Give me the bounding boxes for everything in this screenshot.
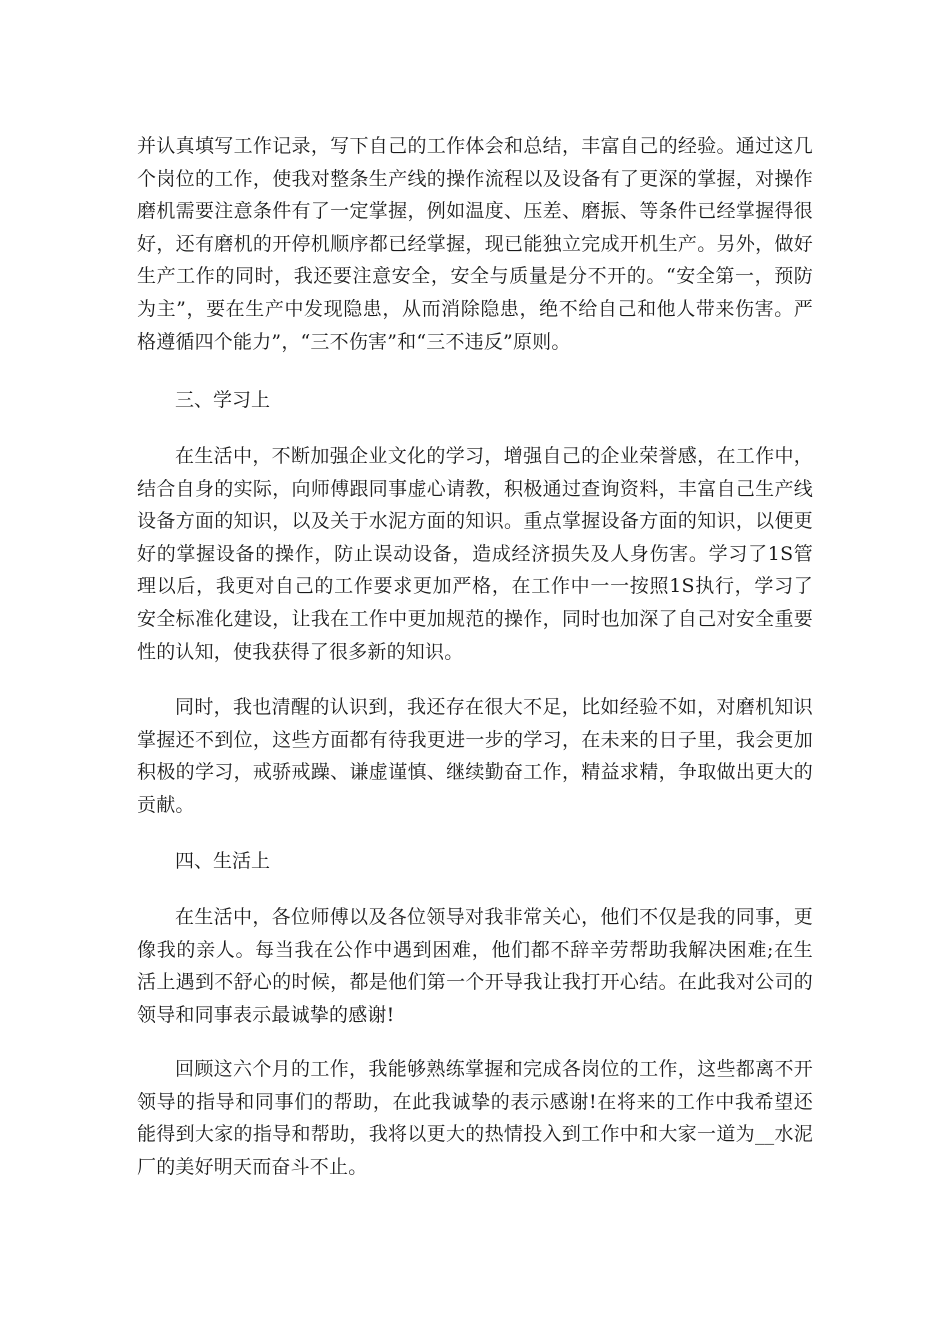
paragraph-study: 在生活中，不断加强企业文化的学习，增强自己的企业荣誉感，在工作中，结合自身的实际，向师傅跟同事虚心请教，积极通过查询资料，丰富自己生产线设备方面的知识，以及关于水泥方面的知识。重点掌握设备方面的知识，以便更好的掌握设备的操作，防止误动设备，造成经济损失及人身伤害。学习了1S管理以后，我更对自己的工作要求更加严格，在工作中一一按照1S执行，学习了安全标准化建设，让我在工作中更加规范的操作，同时也加深了自己对安全重要性的认知，使我获得了很多新的知识。: [137, 445, 813, 663]
section-heading-life: 四、生活上: [175, 850, 271, 872]
paragraph-life: 在生活中，各位师傅以及各位领导对我非常关心，他们不仅是我的同事，更像我的亲人。每当我在公作中遇到困难，他们都不辞辛劳帮助我解决困难;在生活上遇到不舒心的时候，都是他们第一个开导我让我打开心结。在此我对公司的领导和同事表示最诚挚的感谢!: [137, 906, 813, 1026]
paragraph-conclusion: 回顾这六个月的工作，我能够熟练掌握和完成各岗位的工作，这些都离不开领导的指导和同事们的帮助，在此我诚挚的表示感谢!在将来的工作中我希望还能得到大家的指导和帮助，我将以更大的热情投入到工作中和大家一道为__水泥厂的美好明天而奋斗不止。: [137, 1058, 813, 1178]
paragraph-shortcomings: 同时，我也清醒的认识到，我还存在很大不足，比如经验不如，对磨机知识掌握还不到位，这些方面都有待我更进一步的学习，在未来的日子里，我会更加积极的学习，戒骄戒躁、谦虚谨慎、继续勤奋工作，精益求精，争取做出更大的贡献。: [137, 696, 813, 816]
section-heading-study: 三、学习上: [175, 389, 271, 411]
paragraph-work-safety: 并认真填写工作记录，写下自己的工作体会和总结，丰富自己的经验。通过这几个岗位的工作，使我对整条生产线的操作流程以及设备有了更深的掌握，对操作磨机需要注意条件有了一定掌握，例如温度、压差、磨振、等条件已经掌握得很好，还有磨机的开停机顺序都已经掌握，现已能独立完成开机生产。另外，做好生产工作的同时，我还要注意安全，安全与质量是分不开的。“安全第一，预防为主”，要在生产中发现隐患，从而消除隐患，绝不给自己和他人带来伤害。严格遵循四个能力”，“三不伤害”和“三不违反”原则。: [137, 135, 813, 353]
